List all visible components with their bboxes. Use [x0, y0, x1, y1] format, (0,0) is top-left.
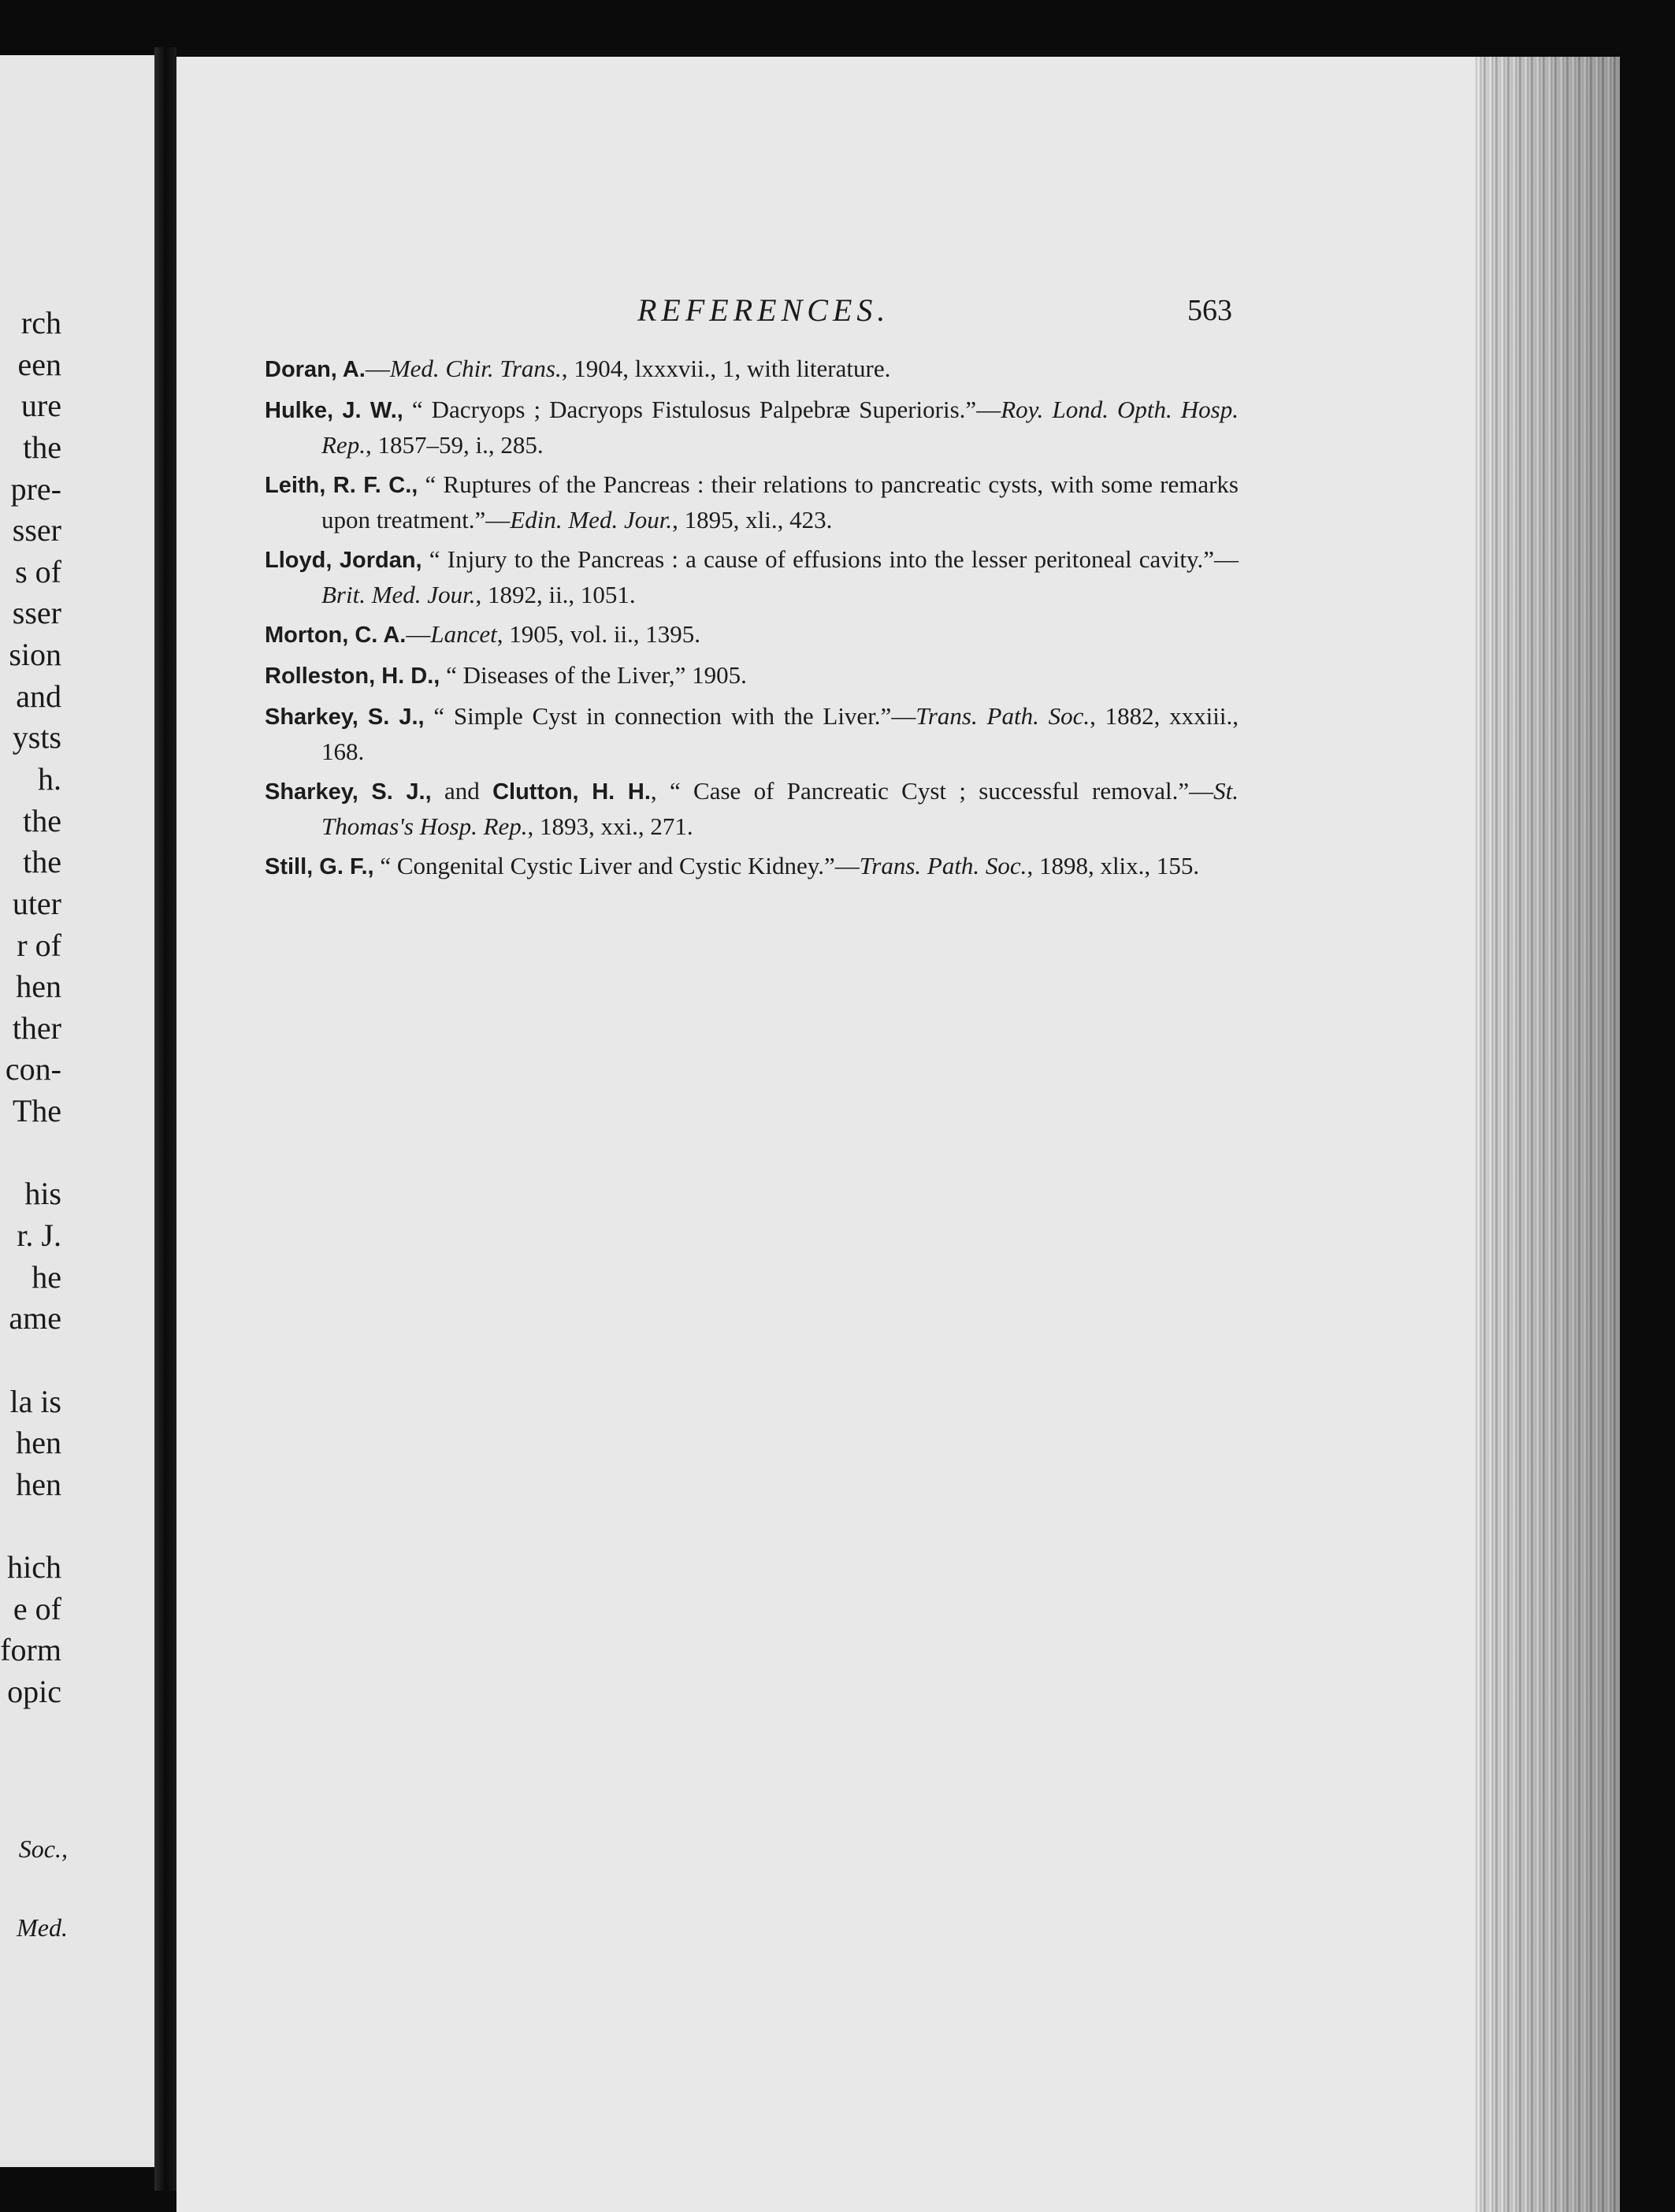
- left-page-fragment: he: [32, 1259, 61, 1295]
- left-page-fragment: Soc.,: [18, 1835, 68, 1863]
- left-facing-page: [0, 55, 154, 2167]
- reference-text: , 1892, ii., 1051.: [475, 581, 636, 608]
- reference-author: Hulke, J. W.,: [265, 398, 403, 423]
- reference-author: Lloyd, Jordan,: [265, 548, 422, 573]
- left-page-fragment: and: [16, 678, 61, 714]
- reference-text: “ Injury to the Pancreas : a cause of effusions into the lesser peritoneal cavity.”—: [422, 545, 1239, 573]
- left-page-fragment: een: [17, 347, 61, 382]
- left-page-fragment: the: [23, 429, 61, 465]
- reference-text: , 1882, xxxiii., 168.: [321, 702, 1239, 765]
- left-page-fragment: The: [12, 1093, 61, 1128]
- left-page-fragment: sion: [9, 637, 61, 672]
- reference-journal: Brit. Med. Jour.: [321, 581, 476, 608]
- page-number: 563: [1187, 294, 1232, 327]
- left-page-fragment: ysts: [12, 719, 61, 755]
- reference-journal: Edin. Med. Jour.: [510, 506, 673, 533]
- reference-author: Sharkey, S. J.,: [265, 779, 432, 805]
- reference-text: and: [431, 777, 493, 805]
- reference-text: , 1895, xli., 423.: [672, 506, 833, 533]
- reference-author: Doran, A.: [265, 357, 366, 382]
- left-page-fragment: form: [0, 1632, 61, 1667]
- left-page-fragment: la is: [9, 1384, 61, 1419]
- left-page-fragment: ame: [9, 1300, 61, 1336]
- reference-text: , 1904, lxxxvii., 1, with literature.: [561, 355, 891, 382]
- reference-coauthor: Clutton, H. H.: [492, 779, 651, 805]
- book-page: [176, 57, 1475, 2212]
- left-page-fragment: the: [23, 803, 61, 838]
- reference-author: Sharkey, S. J.,: [265, 704, 425, 730]
- running-title: REFERENCES.: [637, 292, 890, 328]
- reference-author: Morton, C. A.: [265, 623, 407, 648]
- left-page-fragment: con-: [5, 1051, 61, 1087]
- left-page-fragment: pre-: [10, 471, 61, 507]
- reference-author: Rolleston, H. D.,: [265, 664, 440, 689]
- reference-journal: Roy. Lond. Opth. Hosp. Rep.: [321, 396, 1239, 459]
- reference-entry: [265, 849, 1239, 884]
- reference-journal: Lancet: [430, 620, 497, 648]
- reference-text: “ Ruptures of the Pancreas : their relations to pancreatic cysts, with some remarks upon treatment.”—: [321, 470, 1239, 533]
- left-page-fragment: opic: [7, 1674, 61, 1709]
- reference-author: Still, G. F.,: [265, 854, 374, 879]
- left-page-fragment: hen: [16, 1425, 61, 1460]
- reference-entry: [265, 467, 1239, 537]
- left-page-fragment: r. J.: [17, 1218, 61, 1253]
- references-list: [265, 351, 1239, 890]
- page-header: [176, 292, 1475, 331]
- reference-text: , 1905, vol. ii., 1395.: [496, 620, 701, 648]
- reference-entry: [265, 658, 1239, 693]
- left-page-fragment: Med.: [17, 1913, 68, 1942]
- reference-text: —: [406, 620, 431, 648]
- left-page-fragment: ther: [12, 1010, 61, 1046]
- left-page-fragment: h.: [38, 761, 61, 797]
- left-page-fragment: hich: [7, 1549, 61, 1585]
- reference-text: “ Diseases of the Liver,” 1905.: [440, 661, 747, 689]
- reference-entry: [265, 699, 1239, 768]
- book-gutter: [154, 47, 176, 2191]
- left-page-fragment: s of: [15, 554, 61, 589]
- reference-text: “ Congenital Cystic Liver and Cystic Kidney.”—: [373, 852, 860, 879]
- reference-text: , 1898, xlix., 155.: [1027, 852, 1200, 879]
- page-edges: [1475, 57, 1620, 2212]
- reference-text: “ Dacryops ; Dacryops Fistulosus Palpebræ Superioris.”—: [403, 396, 1001, 423]
- reference-author: Leith, R. F. C.,: [265, 473, 418, 498]
- reference-entry: [265, 542, 1239, 612]
- left-page-fragment: r of: [17, 928, 61, 963]
- reference-text: “ Simple Cyst in connection with the Liver.”—: [424, 702, 916, 730]
- reference-text: , 1893, xxi., 271.: [527, 812, 693, 840]
- reference-journal: St. Thomas's Hosp. Rep.: [321, 777, 1239, 840]
- reference-journal: Trans. Path. Soc.: [859, 852, 1027, 879]
- reference-entry: [265, 617, 1239, 652]
- reference-entry: [265, 351, 1239, 387]
- left-page-fragment: sser: [12, 595, 61, 630]
- reference-journal: Med. Chir. Trans.: [389, 355, 562, 382]
- left-page-fragment: uter: [12, 886, 61, 921]
- left-page-fragment: hen: [16, 1467, 61, 1502]
- left-page-fragment: sser: [12, 512, 61, 548]
- left-page-fragment: ure: [20, 388, 61, 423]
- reference-entry: [265, 392, 1239, 462]
- left-page-fragment: hen: [16, 968, 61, 1004]
- reference-journal: Trans. Path. Soc.: [915, 702, 1090, 730]
- reference-text: , 1857–59, i., 285.: [365, 431, 544, 459]
- left-page-fragment: the: [23, 844, 61, 879]
- left-page-fragment: rch: [20, 305, 61, 340]
- reference-entry: [265, 774, 1239, 843]
- reference-text: —: [365, 355, 390, 382]
- left-page-fragment: e of: [13, 1591, 61, 1626]
- reference-text: , “ Case of Pancreatic Cyst ; successful removal.”—: [650, 777, 1214, 805]
- left-page-fragment: his: [24, 1176, 61, 1211]
